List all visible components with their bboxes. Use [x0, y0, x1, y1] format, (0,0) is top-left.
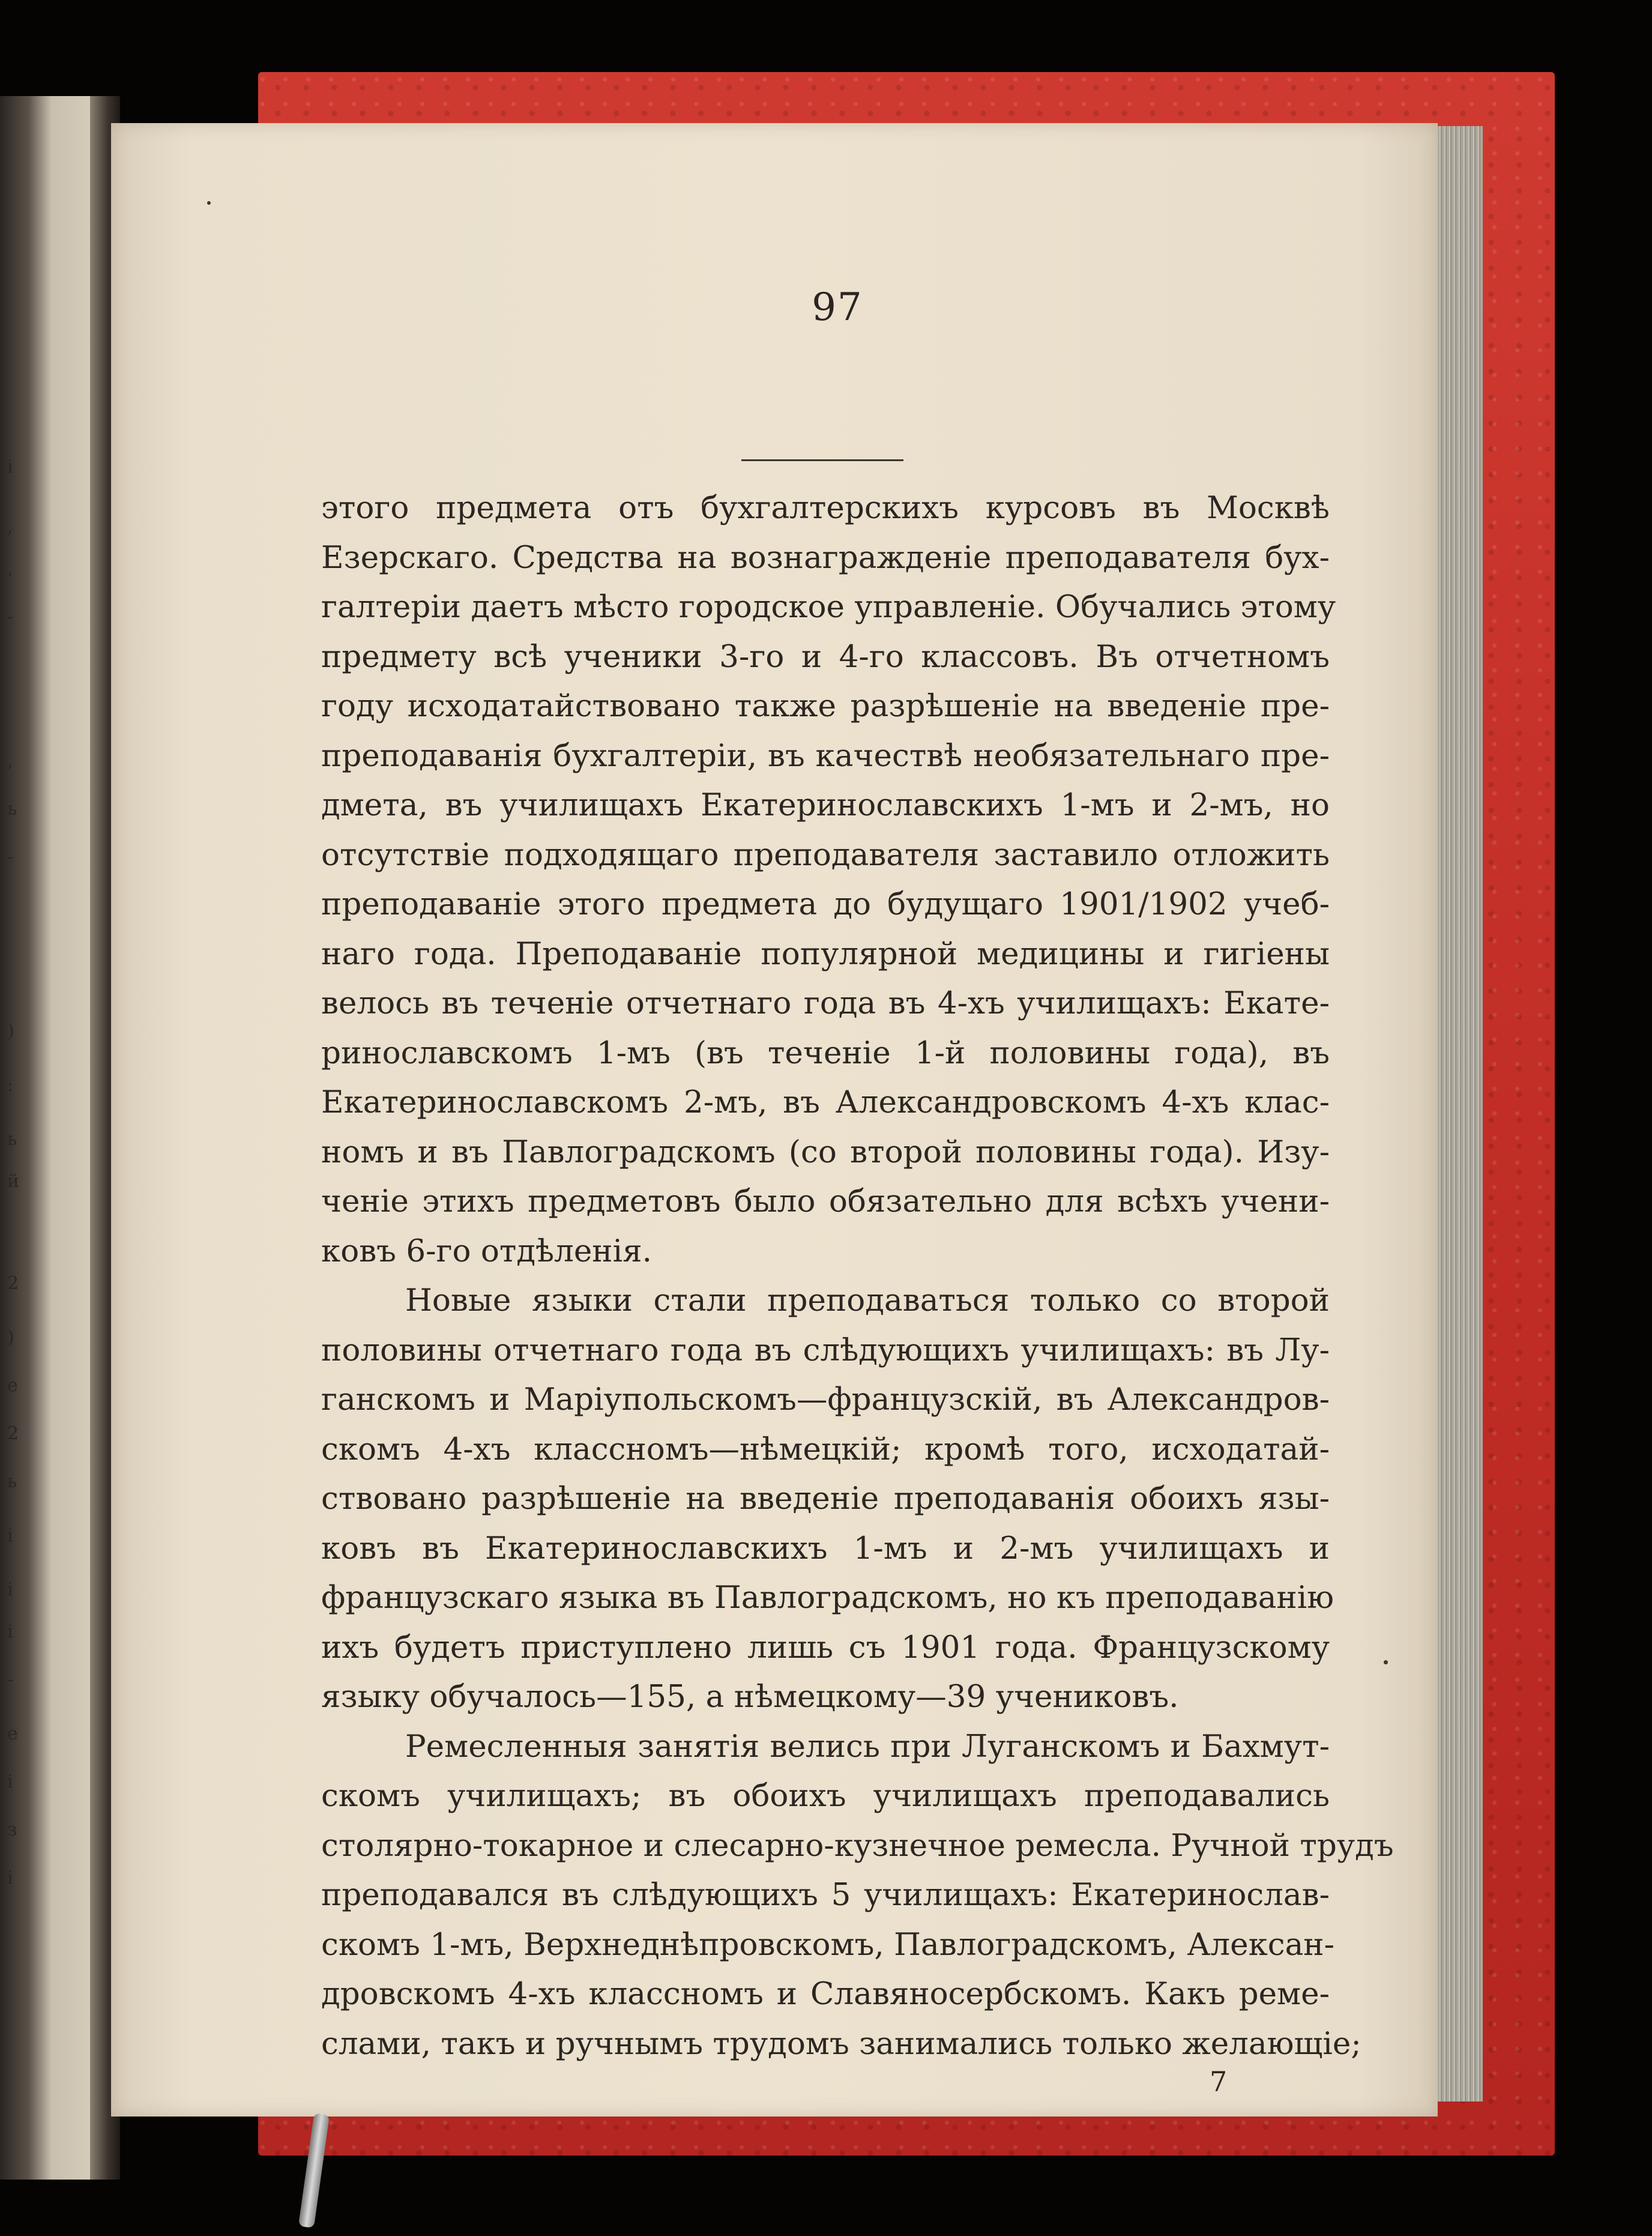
text-line: ринославскомъ 1-мъ (въ теченіе 1-й половины года), въ — [321, 1035, 1330, 1071]
text-line: ствовано разрѣшеніе на введеніе преподаванія обоихъ язы- — [321, 1481, 1330, 1517]
margin-fragment: і — [7, 456, 13, 477]
page-number: 97 — [812, 285, 863, 330]
text-line: слами, такъ и ручнымъ трудомъ занимались только желающіе; — [321, 2025, 1361, 2062]
text-line: велось въ теченіе отчетнаго года въ 4-хъ училищахъ: Екате- — [321, 985, 1330, 1021]
margin-fragment: : — [7, 1075, 14, 1096]
margin-fragment: і — [7, 1525, 13, 1546]
margin-fragment: і — [7, 1867, 13, 1888]
text-line: преподавался въ слѣдующихъ 5 училищахъ: Екатеринослав- — [321, 1877, 1330, 1913]
signature-mark: 7 — [1210, 2065, 1228, 2098]
body-text — [321, 483, 1394, 2068]
text-line: Ремесленныя занятія велись при Луганскомъ и Бахмут- — [405, 1728, 1330, 1765]
text-line: ковъ 6-го отдѣленія. — [321, 1233, 652, 1269]
text-line: преподаванія бухгалтеріи, въ качествѣ необязательнаго пре- — [321, 737, 1330, 774]
margin-fragment: і — [7, 1771, 13, 1792]
text-line: французскаго языка въ Павлоградскомъ, но къ преподаванію — [321, 1580, 1334, 1616]
text-line: скомъ училищахъ; въ обоихъ училищахъ преподавались — [321, 1778, 1330, 1814]
margin-fragment: е — [7, 1723, 18, 1744]
margin-fragment: - — [7, 606, 14, 627]
text-line: дмета, въ училищахъ Екатеринославскихъ 1-мъ и 2-мъ, но — [321, 787, 1330, 823]
paragraph-3 — [321, 1722, 1394, 2069]
margin-fragment: ) — [7, 1327, 14, 1348]
margin-fragment: , — [7, 516, 13, 537]
margin-fragment: і — [7, 1621, 13, 1642]
margin-fragment: ь — [7, 1471, 17, 1492]
margin-fragment: ) — [7, 1021, 14, 1042]
text-line: галтеріи даетъ мѣсто городское управленіе. Обучались этому — [321, 589, 1336, 625]
margin-fragment: 2 — [7, 1423, 19, 1444]
margin-fragment: - — [7, 847, 14, 868]
text-line: Екатеринославскомъ 2-мъ, въ Александровскомъ 4-хъ клас- — [321, 1084, 1330, 1120]
text-line: половины отчетнаго года въ слѣдующихъ училищахъ: въ Лу- — [321, 1332, 1330, 1368]
text-line: дровскомъ 4-хъ классномъ и Славяносербскомъ. Какъ реме- — [321, 1976, 1330, 2012]
text-line: отсутствіе подходящаго преподавателя заставило отложить — [321, 836, 1330, 873]
text-line: ихъ будетъ приступлено лишь съ 1901 года. Французскому — [321, 1629, 1330, 1666]
text-line: предмету всѣ ученики 3-го и 4-го классовъ. Въ отчетномъ — [321, 638, 1330, 675]
text-line: преподаваніе этого предмета до будущаго 1901/1902 учеб- — [321, 886, 1330, 922]
margin-fragment: , — [7, 751, 13, 772]
text-line: скомъ 4-хъ классномъ—нѣмецкій; кромѣ того, исходатай- — [321, 1431, 1330, 1467]
margin-fragment: - — [7, 1669, 14, 1690]
text-line: Езерскаго. Средства на вознагражденіе преподавателя бух- — [321, 539, 1330, 576]
text-line: этого предмета отъ бухгалтерскихъ курсовъ въ Москвѣ — [321, 490, 1330, 526]
text-line: номъ и въ Павлоградскомъ (со второй половины года). Изу- — [321, 1134, 1330, 1170]
text-line: ковъ въ Екатеринославскихъ 1-мъ и 2-мъ училищахъ и — [321, 1530, 1330, 1567]
margin-fragment: е — [7, 1375, 18, 1396]
header-rule — [741, 459, 903, 461]
margin-fragment: , — [7, 558, 13, 579]
text-line: языку обучалось—155, а нѣмецкому—39 учениковъ. — [321, 1679, 1179, 1715]
margin-fragment: ь — [7, 1129, 17, 1150]
paragraph-1 — [321, 483, 1336, 1276]
text-line: ченіе этихъ предметовъ было обязательно для всѣхъ учени- — [321, 1183, 1330, 1219]
text-line: наго года. Преподаваніе популярной медицины и гигіены — [321, 935, 1330, 972]
page-speck — [207, 201, 211, 205]
margin-fragment: і — [7, 1579, 13, 1600]
margin-fragment: ь — [7, 799, 17, 820]
book-page — [111, 123, 1438, 2117]
margin-fragment: й — [7, 1171, 19, 1192]
margin-fragment: з — [7, 1819, 17, 1840]
text-line: году исходатайствовано также разрѣшеніе на введеніе пре- — [321, 688, 1330, 724]
text-line: скомъ 1-мъ, Верхнеднѣпровскомъ, Павлоградскомъ, Алексан- — [321, 1926, 1335, 1963]
paragraph-2 — [321, 1276, 1334, 1722]
text-line: ганскомъ и Маріупольскомъ—французскій, въ Александров- — [321, 1382, 1330, 1418]
page-speck — [1384, 1660, 1388, 1664]
text-line: Новые языки стали преподаваться только со второй — [405, 1283, 1330, 1319]
text-line: столярно-токарное и слесарно-кузнечное ремесла. Ручной трудъ — [321, 1827, 1394, 1864]
margin-fragment: 2 — [7, 1273, 19, 1294]
